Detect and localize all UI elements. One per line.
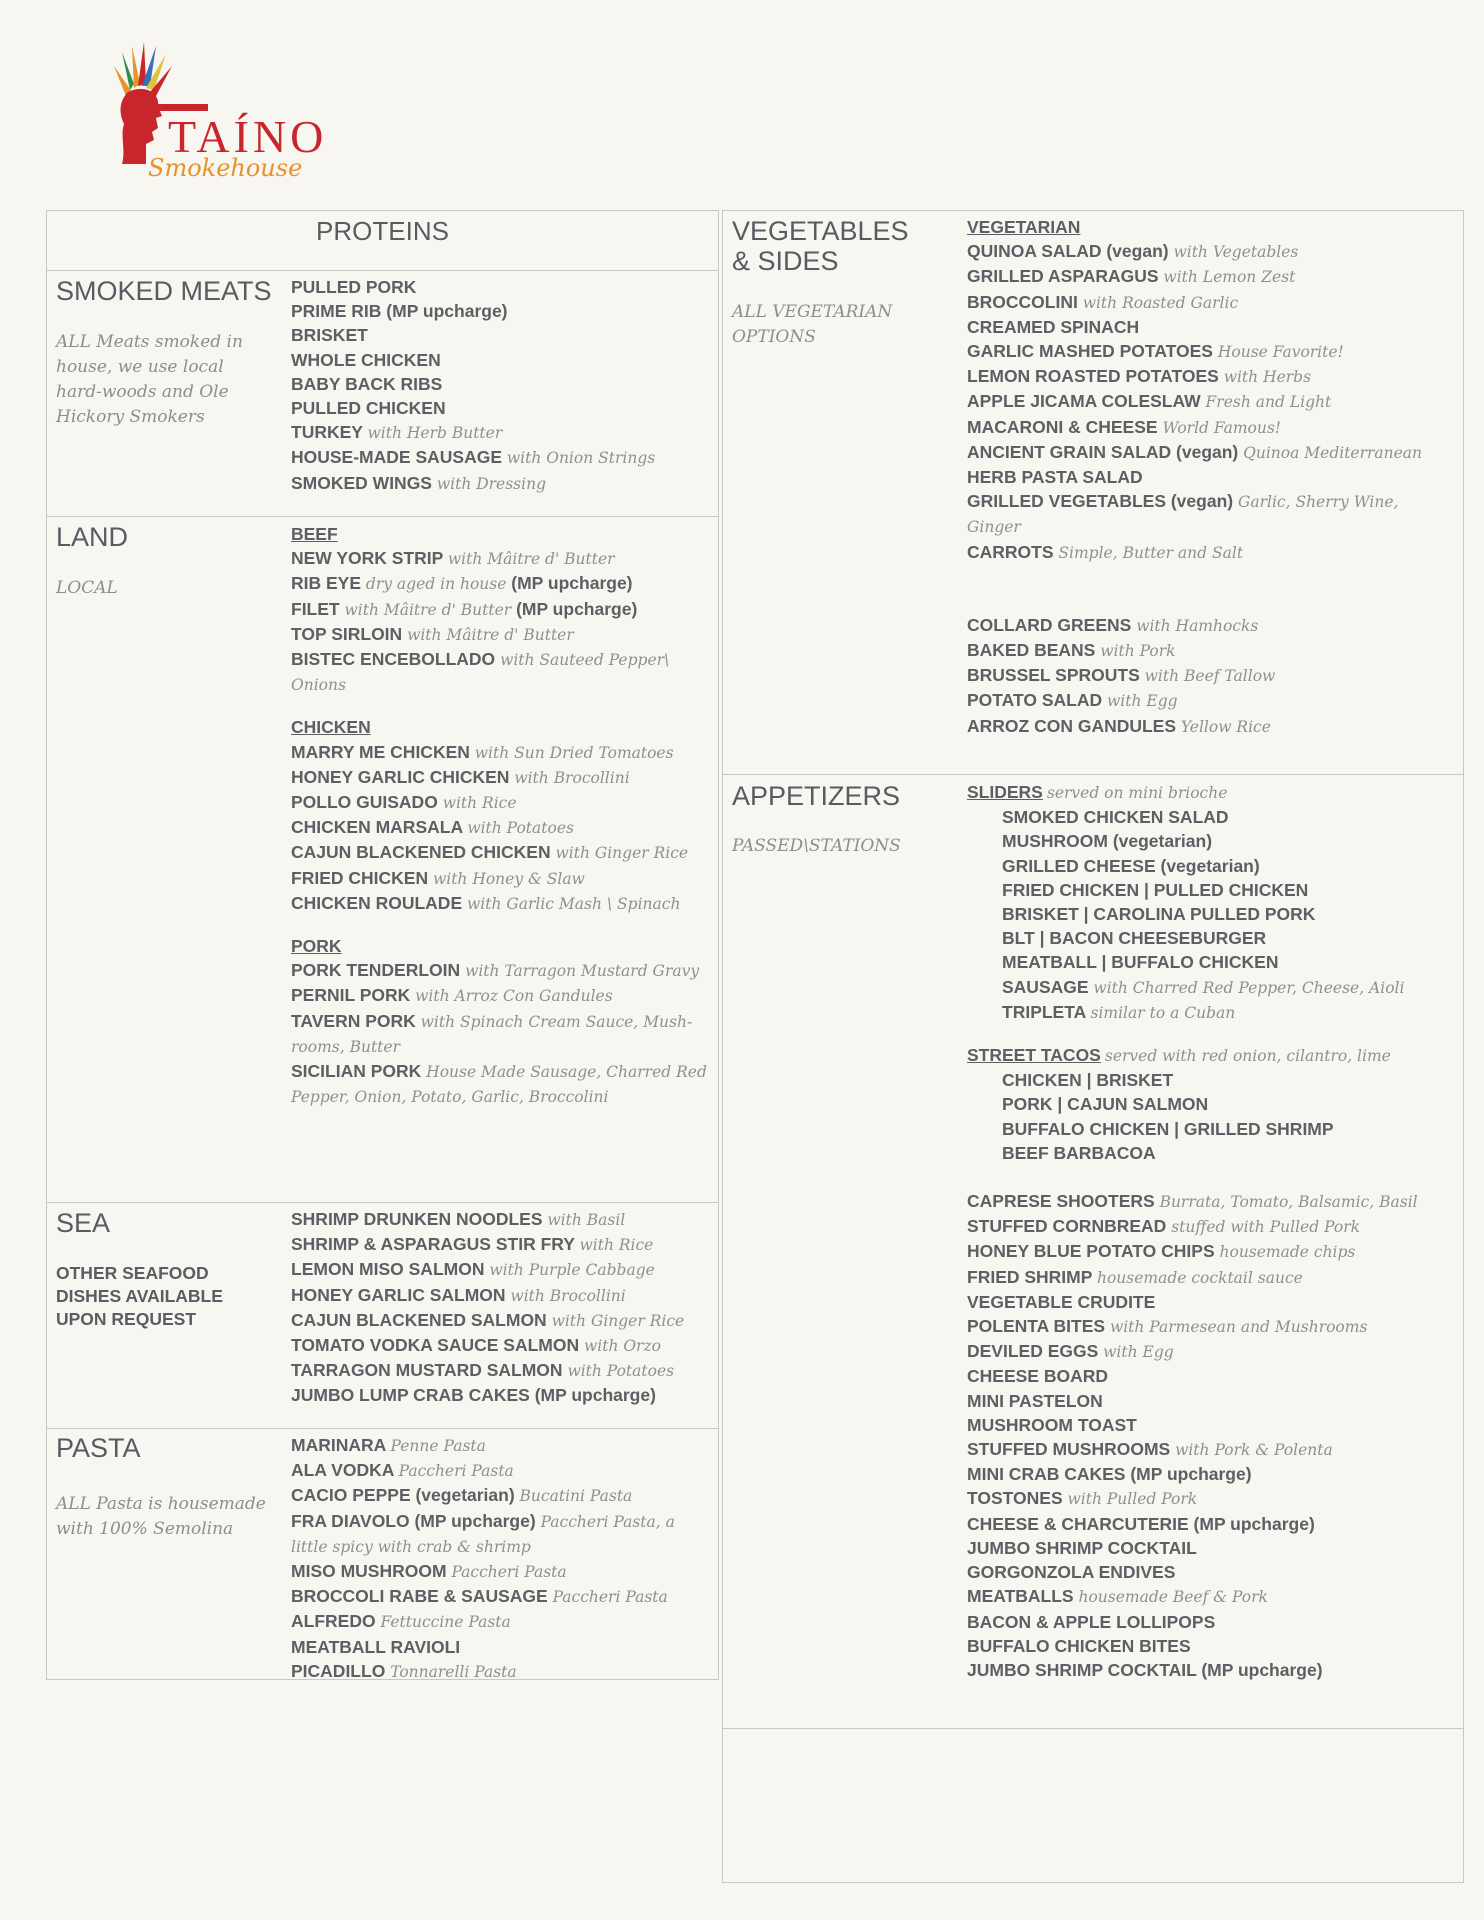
menu-item bbox=[291, 866, 711, 891]
menu-item bbox=[967, 1536, 1447, 1560]
appetizers-title: APPETIZERS bbox=[732, 781, 901, 811]
item-name: POLENTA BITES bbox=[967, 1316, 1106, 1337]
menu-item bbox=[967, 613, 1447, 638]
smoked-meats-list bbox=[291, 275, 711, 496]
item-description: with Pulled Pork bbox=[1067, 1490, 1198, 1509]
menu-item bbox=[291, 420, 711, 445]
item-name: BUFFALO CHICKEN BITES bbox=[967, 1635, 1191, 1656]
item-name: GARLIC MASHED POTATOES bbox=[967, 341, 1213, 362]
menu-item bbox=[967, 688, 1447, 713]
vegetables-list bbox=[967, 215, 1447, 739]
item-name: PERNIL PORK bbox=[291, 985, 411, 1006]
item-description: Paccheri Pasta bbox=[552, 1588, 668, 1607]
item-name: CACIO PEPPE (vegetarian) bbox=[291, 1485, 515, 1506]
item-description: stuffed with Pulled Pork bbox=[1171, 1218, 1361, 1237]
menu-item bbox=[967, 1214, 1447, 1239]
menu-item bbox=[291, 765, 711, 790]
item-name: CREAMED SPINACH bbox=[967, 316, 1140, 337]
menu-item bbox=[291, 372, 711, 396]
item-name: HONEY BLUE POTATO CHIPS bbox=[967, 1241, 1215, 1262]
category-description: served on mini brioche bbox=[1046, 784, 1228, 802]
smoked-meats-title: SMOKED MEATS bbox=[56, 276, 272, 306]
menu-item bbox=[967, 339, 1447, 364]
menu-item bbox=[967, 1512, 1447, 1536]
category-heading bbox=[967, 215, 1447, 239]
item-name: TURKEY bbox=[291, 422, 363, 443]
item-name: STUFFED MUSHROOMS bbox=[967, 1439, 1171, 1460]
item-name: APPLE JICAMA COLESLAW bbox=[967, 391, 1201, 412]
menu-item bbox=[291, 323, 711, 347]
item-description: with Roasted Garlic bbox=[1082, 293, 1239, 312]
item-name: GRILLED CHEESE (vegetarian) bbox=[1002, 855, 1260, 876]
item-name: SICILIAN PORK bbox=[291, 1061, 422, 1082]
item-name: BAKED BEANS bbox=[967, 640, 1096, 661]
item-description: Simple, Butter and Salt bbox=[1058, 543, 1244, 562]
item-name: TOSTONES bbox=[967, 1488, 1063, 1509]
item-description: House Made Sausage, Charred Red Pepper, Onion, Potato, Garlic, Broccolini bbox=[291, 1063, 707, 1107]
menu-item bbox=[967, 1584, 1447, 1609]
menu-item bbox=[967, 1000, 1447, 1025]
item-name: HERB PASTA SALAD bbox=[967, 467, 1143, 488]
item-name: DEVILED EGGS bbox=[967, 1341, 1099, 1362]
item-description: with Honey & Slaw bbox=[432, 869, 585, 888]
item-description: Burrata, Tomato, Balsamic, Basil bbox=[1159, 1193, 1418, 1212]
item-name: RIB EYE bbox=[291, 573, 362, 594]
item-name: QUINOA SALAD (vegan) bbox=[967, 241, 1169, 262]
item-description: Paccheri Pasta bbox=[398, 1462, 514, 1481]
sea-note: OTHER SEAFOOD DISHES AVAILABLE UPON REQUEST bbox=[56, 1263, 223, 1329]
item-name: PRIME RIB (MP upcharge) bbox=[291, 301, 508, 322]
item-name: CHEESE & CHARCUTERIE (MP upcharge) bbox=[967, 1513, 1315, 1534]
menu-item bbox=[291, 647, 711, 697]
menu-item bbox=[967, 415, 1447, 440]
item-name: CHICKEN | BRISKET bbox=[1002, 1070, 1174, 1091]
item-name: MEATBALL RAVIOLI bbox=[291, 1636, 461, 1657]
item-name: MEATBALLS bbox=[967, 1586, 1074, 1607]
item-name: GRILLED ASPARAGUS bbox=[967, 266, 1159, 287]
menu-item bbox=[291, 396, 711, 420]
menu-item bbox=[291, 1333, 711, 1358]
item-name: BLT | BACON CHEESEBURGER bbox=[1002, 928, 1267, 949]
menu-item bbox=[967, 540, 1447, 565]
item-description: with Dressing bbox=[436, 474, 547, 493]
category-label: PORK bbox=[291, 936, 342, 957]
menu-item bbox=[291, 1609, 711, 1634]
menu-item bbox=[291, 840, 711, 865]
menu-item bbox=[967, 1413, 1447, 1437]
item-name: JUMBO LUMP CRAB CAKES (MP upcharge) bbox=[291, 1385, 656, 1406]
menu-item bbox=[291, 622, 711, 647]
item-description: with Ginger Rice bbox=[551, 1311, 685, 1330]
divider bbox=[722, 774, 1464, 775]
menu-item bbox=[967, 389, 1447, 414]
menu-item bbox=[291, 1509, 711, 1559]
menu-item bbox=[967, 1339, 1447, 1364]
item-name: GRILLED VEGETABLES (vegan) bbox=[967, 491, 1234, 512]
divider bbox=[46, 1202, 719, 1203]
menu-item bbox=[967, 364, 1447, 389]
menu-item bbox=[967, 663, 1447, 688]
item-name: PORK TENDERLOIN bbox=[291, 960, 461, 981]
menu-item bbox=[967, 1560, 1447, 1584]
item-name: BABY BACK RIBS bbox=[291, 373, 443, 394]
item-description: with Potatoes bbox=[567, 1362, 675, 1381]
item-description: with Pork bbox=[1100, 642, 1176, 661]
category-label: STREET TACOS bbox=[967, 1045, 1101, 1066]
menu-item bbox=[291, 1308, 711, 1333]
menu-item bbox=[291, 815, 711, 840]
menu-item bbox=[291, 597, 711, 622]
item-description: with Orzo bbox=[583, 1337, 661, 1356]
category-heading bbox=[291, 715, 711, 739]
item-name: BISTEC ENCEBOLLADO bbox=[291, 649, 496, 670]
item-description: with Herbs bbox=[1223, 368, 1312, 387]
item-name: MEATBALL | BUFFALO CHICKEN bbox=[1002, 952, 1279, 973]
menu-item bbox=[967, 1389, 1447, 1413]
menu-item bbox=[291, 1358, 711, 1383]
category-label: VEGETARIAN bbox=[967, 217, 1081, 237]
item-description: Quinoa Mediterranean bbox=[1243, 443, 1423, 462]
item-name: MARRY ME CHICKEN bbox=[291, 741, 470, 762]
item-name: TAVERN PORK bbox=[291, 1010, 416, 1031]
item-description: with Arroz Con Gandules bbox=[415, 987, 613, 1006]
item-name: LEMON MISO SALMON bbox=[291, 1259, 485, 1280]
item-name: PULLED CHICKEN bbox=[291, 398, 446, 419]
menu-item bbox=[291, 275, 711, 299]
item-description: with Vegetables bbox=[1173, 243, 1299, 262]
menu-item bbox=[291, 471, 711, 496]
item-name: PULLED PORK bbox=[291, 277, 417, 297]
menu-item bbox=[291, 1059, 711, 1109]
item-name: TOP SIRLOIN bbox=[291, 623, 403, 644]
item-name: MUSHROOM (vegetarian) bbox=[1002, 831, 1213, 852]
category-label: CHICKEN bbox=[291, 717, 371, 738]
item-description: Bucatini Pasta bbox=[519, 1487, 633, 1506]
menu-item bbox=[291, 958, 711, 983]
menu-item bbox=[291, 546, 711, 571]
divider bbox=[46, 270, 719, 271]
item-description: World Famous! bbox=[1162, 418, 1282, 437]
menu-item bbox=[291, 1009, 711, 1059]
item-name: LEMON ROASTED POTATOES bbox=[967, 366, 1219, 387]
menu-item bbox=[291, 299, 711, 323]
divider bbox=[46, 1428, 719, 1429]
menu-item bbox=[967, 1634, 1447, 1658]
menu-item bbox=[967, 440, 1447, 465]
category-label: SLIDERS bbox=[967, 782, 1043, 802]
item-description: Paccheri Pasta, a little spicy with crab & shrimp bbox=[291, 1512, 675, 1556]
item-name: HONEY GARLIC CHICKEN bbox=[291, 766, 510, 787]
taino-logo bbox=[108, 40, 348, 180]
menu-item bbox=[967, 829, 1447, 853]
item-name: BROCCOLINI bbox=[967, 291, 1078, 312]
item-name: COLLARD GREENS bbox=[967, 614, 1132, 635]
item-name: STUFFED CORNBREAD bbox=[967, 1216, 1167, 1237]
item-name: VEGETABLE CRUDITE bbox=[967, 1291, 1156, 1312]
category-heading bbox=[291, 522, 711, 546]
item-description: Garlic, Sherry Wine, Ginger bbox=[967, 493, 1399, 537]
item-description: with Pork & Polenta bbox=[1175, 1441, 1333, 1460]
category-heading bbox=[967, 1043, 1447, 1068]
item-name: GORGONZOLA ENDIVES bbox=[967, 1562, 1176, 1583]
menu-item bbox=[291, 1635, 711, 1659]
menu-item bbox=[291, 1483, 711, 1508]
item-name: MUSHROOM TOAST bbox=[967, 1414, 1137, 1435]
sea-title: SEA bbox=[56, 1208, 111, 1238]
menu-item bbox=[967, 902, 1447, 926]
item-name: PORK | CAJUN SALMON bbox=[1002, 1094, 1209, 1115]
item-name: PICADILLO bbox=[291, 1660, 386, 1681]
menu-item bbox=[967, 638, 1447, 663]
item-name: MARINARA bbox=[291, 1435, 386, 1455]
item-description: with Rice bbox=[442, 794, 517, 813]
brand-name: TAÍNO bbox=[168, 111, 328, 162]
item-description: with Hamhocks bbox=[1136, 616, 1259, 635]
item-name: TOMATO VODKA SAUCE SALMON bbox=[291, 1335, 580, 1356]
sea-list bbox=[291, 1207, 711, 1408]
item-name: ALFREDO bbox=[291, 1611, 376, 1632]
item-description: with Basil bbox=[547, 1211, 626, 1229]
item-name: MINI PASTELON bbox=[967, 1390, 1103, 1411]
item-name: FILET bbox=[291, 598, 340, 619]
menu-item bbox=[967, 290, 1447, 315]
item-description: with Brocollini bbox=[514, 768, 630, 787]
menu-item bbox=[291, 1559, 711, 1584]
vegetables-title: VEGETABLES & SIDES bbox=[732, 216, 909, 276]
menu-item bbox=[967, 950, 1447, 974]
item-description: with Sun Dried Tomatoes bbox=[474, 743, 674, 762]
menu-item bbox=[967, 1141, 1447, 1165]
item-name: CAPRESE SHOOTERS bbox=[967, 1191, 1155, 1212]
item-name: POLLO GUISADO bbox=[291, 792, 438, 813]
item-name: FRIED CHICKEN | PULLED CHICKEN bbox=[1002, 879, 1309, 900]
category-heading bbox=[291, 934, 711, 958]
menu-item bbox=[967, 926, 1447, 950]
item-name: FRIED SHRIMP bbox=[967, 1266, 1093, 1287]
menu-item bbox=[967, 1239, 1447, 1264]
appetizers-note: PASSED\STATIONS bbox=[732, 836, 901, 856]
item-name: MACARONI & CHEESE bbox=[967, 416, 1158, 437]
item-description: housemade Beef & Pork bbox=[1078, 1588, 1268, 1607]
item-description: House Favorite! bbox=[1217, 343, 1344, 362]
item-name: MINI CRAB CAKES (MP upcharge) bbox=[967, 1464, 1252, 1485]
menu-item bbox=[967, 975, 1447, 1000]
menu-item bbox=[967, 1092, 1447, 1116]
item-description: with Purple Cabbage bbox=[489, 1261, 655, 1280]
item-name: NEW YORK STRIP bbox=[291, 548, 444, 569]
item-description: with Onion Strings bbox=[506, 449, 656, 468]
item-name: BRISKET bbox=[291, 325, 368, 346]
land-title: LAND bbox=[56, 522, 129, 552]
menu-item bbox=[291, 1207, 711, 1232]
item-name: ARROZ CON GANDULES bbox=[967, 715, 1177, 736]
pasta-list bbox=[291, 1433, 711, 1684]
menu-item bbox=[967, 1265, 1447, 1290]
land-note: LOCAL bbox=[56, 578, 118, 598]
item-name: SMOKED CHICKEN SALAD bbox=[1002, 807, 1229, 828]
smoked-meats-note: ALL Meats smoked in house, we use local hard-woods and Ole Hickory Smokers bbox=[56, 332, 243, 427]
menu-item bbox=[967, 315, 1447, 339]
menu-item bbox=[967, 878, 1447, 902]
menu-item bbox=[967, 1117, 1447, 1141]
item-name: CHICKEN ROULADE bbox=[291, 892, 463, 913]
item-description: with Herb Butter bbox=[367, 424, 503, 443]
menu-item bbox=[291, 1283, 711, 1308]
menu-item bbox=[967, 854, 1447, 878]
menu-item bbox=[967, 264, 1447, 289]
item-name: CARROTS bbox=[967, 541, 1054, 562]
item-name: TRIPLETA bbox=[1002, 1001, 1086, 1022]
item-note: (MP upcharge) bbox=[511, 573, 633, 594]
appetizers-list bbox=[967, 780, 1447, 1682]
divider bbox=[46, 516, 719, 517]
menu-item bbox=[291, 1383, 711, 1407]
item-name: BEEF BARBACOA bbox=[1002, 1142, 1156, 1163]
menu-item bbox=[967, 1462, 1447, 1486]
menu-item bbox=[291, 891, 711, 916]
menu-item bbox=[291, 1584, 711, 1609]
menu-item bbox=[967, 239, 1447, 264]
item-description: with Beef Tallow bbox=[1144, 667, 1276, 686]
item-name: MISO MUSHROOM bbox=[291, 1561, 447, 1582]
menu-item bbox=[967, 805, 1447, 829]
item-description: with Potatoes bbox=[467, 819, 574, 838]
menu-item bbox=[291, 1232, 711, 1257]
menu-item bbox=[967, 1068, 1447, 1092]
menu-item bbox=[967, 465, 1447, 489]
item-description: with Egg bbox=[1107, 692, 1178, 711]
item-name: JUMBO SHRIMP COCKTAIL bbox=[967, 1537, 1197, 1558]
item-description: Yellow Rice bbox=[1180, 717, 1271, 736]
item-description: with Garlic Mash \ Spinach bbox=[467, 894, 681, 913]
head-silhouette-icon bbox=[121, 89, 162, 164]
item-description: Penne Pasta bbox=[390, 1437, 486, 1455]
item-name: SHRIMP DRUNKEN NOODLES bbox=[291, 1209, 543, 1229]
item-description: with Mâitre d' Butter bbox=[344, 600, 512, 619]
menu-item bbox=[291, 1433, 711, 1458]
item-name: ALA VODKA bbox=[291, 1460, 394, 1481]
menu-item bbox=[291, 1458, 711, 1483]
item-description: Paccheri Pasta bbox=[451, 1563, 567, 1582]
item-description: housemade chips bbox=[1219, 1243, 1356, 1262]
item-description: with Mâitre d' Butter bbox=[447, 550, 615, 569]
item-name: HONEY GARLIC SALMON bbox=[291, 1284, 506, 1305]
menu-item bbox=[967, 1610, 1447, 1634]
item-name: BRISKET | CAROLINA PULLED PORK bbox=[1002, 904, 1316, 925]
item-description: with Ginger Rice bbox=[555, 844, 689, 863]
category-description: served with red onion, cilantro, lime bbox=[1104, 1047, 1391, 1066]
divider bbox=[722, 1728, 1464, 1729]
menu-item bbox=[967, 1314, 1447, 1339]
menu-item bbox=[291, 1257, 711, 1282]
menu-item bbox=[967, 714, 1447, 739]
item-description: with Egg bbox=[1103, 1343, 1174, 1362]
land-list bbox=[291, 522, 711, 1109]
feather-headdress-icon bbox=[114, 42, 172, 96]
item-description: with Parmesean and Mushrooms bbox=[1109, 1318, 1368, 1337]
menu-item bbox=[967, 1189, 1447, 1214]
item-name: FRA DIAVOLO (MP upcharge) bbox=[291, 1510, 536, 1531]
item-description: with Charred Red Pepper, Cheese, Aioli bbox=[1093, 978, 1405, 997]
item-name: BUFFALO CHICKEN | GRILLED SHRIMP bbox=[1002, 1118, 1334, 1139]
menu-item bbox=[291, 983, 711, 1008]
menu-item bbox=[291, 790, 711, 815]
menu-item bbox=[967, 489, 1447, 539]
item-description: with Lemon Zest bbox=[1163, 268, 1296, 287]
item-name: CAJUN BLACKENED CHICKEN bbox=[291, 842, 551, 863]
item-name: HOUSE-MADE SAUSAGE bbox=[291, 447, 502, 468]
item-description: Fettuccine Pasta bbox=[380, 1613, 511, 1632]
vegetables-note: ALL VEGETARIAN OPTIONS bbox=[732, 302, 893, 347]
brand-tagline: Smokehouse bbox=[148, 154, 303, 180]
item-name: POTATO SALAD bbox=[967, 690, 1103, 711]
pasta-note: ALL Pasta is housemade with 100% Semolina bbox=[56, 1494, 266, 1539]
item-name: WHOLE CHICKEN bbox=[291, 349, 441, 370]
category-heading bbox=[967, 780, 1447, 805]
item-description: with Rice bbox=[579, 1236, 654, 1255]
menu-item bbox=[967, 1290, 1447, 1314]
menu-item bbox=[291, 1659, 711, 1684]
item-name: BRUSSEL SPROUTS bbox=[967, 665, 1140, 686]
item-name: CHEESE BOARD bbox=[967, 1366, 1108, 1387]
category-label: BEEF bbox=[291, 524, 338, 544]
item-name: CHICKEN MARSALA bbox=[291, 817, 463, 838]
menu-item bbox=[291, 445, 711, 470]
item-description: with Brocollini bbox=[510, 1286, 626, 1305]
item-name: SAUSAGE bbox=[1002, 976, 1089, 997]
item-name: ANCIENT GRAIN SALAD (vegan) bbox=[967, 441, 1239, 462]
item-name: SMOKED WINGS bbox=[291, 472, 432, 493]
item-description: dry aged in house bbox=[365, 575, 507, 594]
item-name: TARRAGON MUSTARD SALMON bbox=[291, 1360, 563, 1381]
item-name: JUMBO SHRIMP COCKTAIL (MP upcharge) bbox=[967, 1659, 1323, 1680]
item-name: BROCCOLI RABE & SAUSAGE bbox=[291, 1586, 548, 1607]
item-description: with Spinach Cream Sauce, Mush-rooms, Butter bbox=[291, 1012, 693, 1056]
item-description: Fresh and Light bbox=[1205, 393, 1332, 412]
item-description: similar to a Cuban bbox=[1090, 1003, 1236, 1022]
item-name: FRIED CHICKEN bbox=[291, 867, 429, 888]
item-name: CAJUN BLACKENED SALMON bbox=[291, 1309, 547, 1330]
item-description: housemade cocktail sauce bbox=[1096, 1268, 1303, 1287]
item-name: SHRIMP & ASPARAGUS STIR FRY bbox=[291, 1234, 575, 1255]
item-description: with Mâitre d' Butter bbox=[407, 625, 574, 644]
menu-item bbox=[967, 1437, 1447, 1462]
item-description: with Tarragon Mustard Gravy bbox=[465, 962, 700, 981]
menu-item bbox=[291, 348, 711, 372]
item-name: BACON & APPLE LOLLIPOPS bbox=[967, 1611, 1216, 1632]
item-note: (MP upcharge) bbox=[516, 598, 638, 619]
menu-item bbox=[967, 1364, 1447, 1388]
item-description: with Sauteed Pepper\ Onions bbox=[291, 651, 670, 695]
menu-item bbox=[291, 571, 711, 596]
item-description: Tonnarelli Pasta bbox=[390, 1662, 517, 1681]
menu-item bbox=[291, 740, 711, 765]
proteins-heading: PROTEINS bbox=[316, 216, 449, 246]
menu-item bbox=[967, 1658, 1447, 1682]
menu-item bbox=[967, 1486, 1447, 1511]
pasta-title: PASTA bbox=[56, 1433, 141, 1463]
